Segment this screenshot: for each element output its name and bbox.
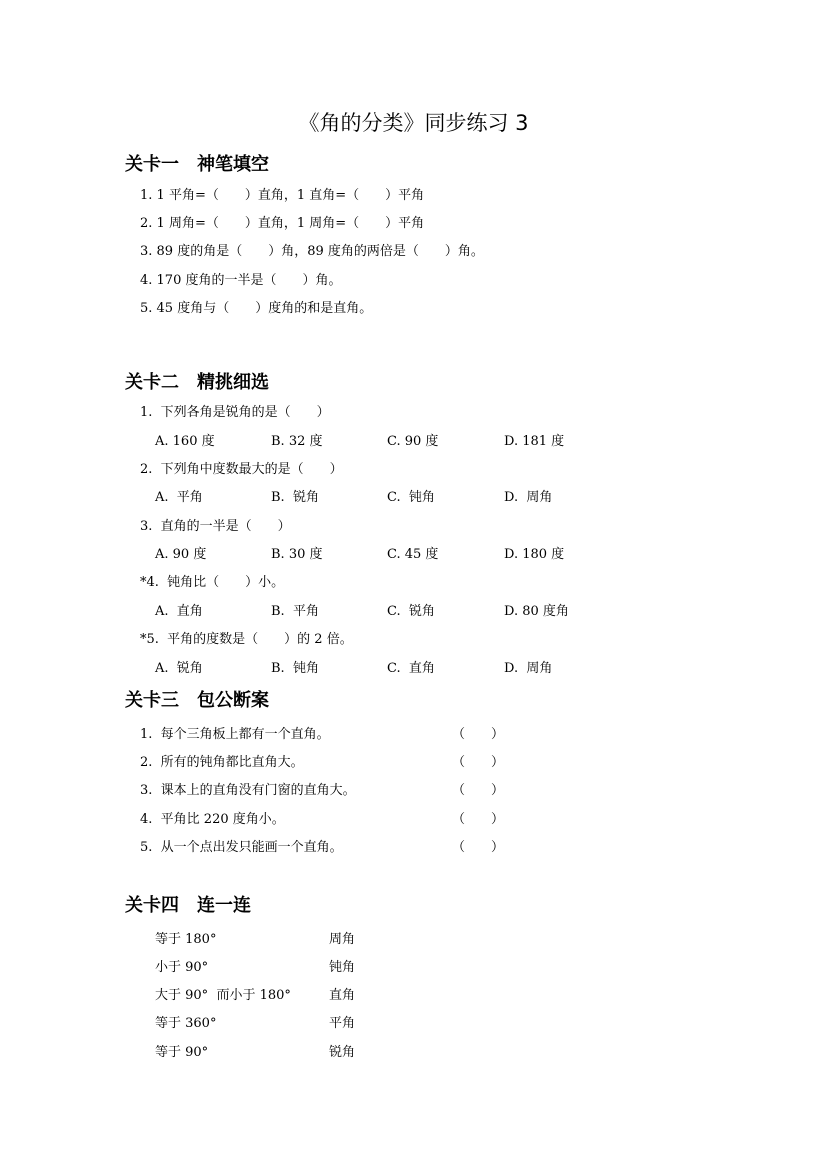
choice-option-d: D. 周角 — [504, 661, 553, 676]
choice-question: 2. 下列角中度数最大的是（ ） — [140, 462, 343, 477]
match-right-item: 钝角 — [329, 960, 356, 975]
choice-question: 3. 直角的一半是（ ） — [140, 519, 291, 534]
match-left-item: 小于 90° — [155, 960, 209, 975]
choice-option-c: C. 90 度 — [387, 434, 439, 449]
page-title: 《角的分类》同步练习 3 — [298, 111, 529, 135]
choice-option-d: D. 181 度 — [504, 434, 565, 449]
match-left-item: 大于 90° 而小于 180° — [155, 988, 291, 1003]
judge-answer-blank: （ ） — [452, 783, 505, 798]
choice-option-b: B. 30 度 — [271, 547, 323, 562]
choice-option-a: A. 90 度 — [155, 547, 207, 562]
judge-answer-blank: （ ） — [452, 840, 505, 855]
match-right-item: 平角 — [329, 1016, 356, 1031]
choice-option-a: A. 直角 — [155, 604, 203, 619]
choice-option-c: C. 钝角 — [387, 490, 435, 505]
match-left-item: 等于 180° — [155, 932, 217, 947]
judge-item: 1. 每个三角板上都有一个直角。 — [140, 727, 330, 742]
choice-question: *5. 平角的度数是（ ）的 2 倍。 — [140, 632, 353, 647]
choice-option-a: A. 平角 — [155, 490, 203, 505]
section2-heading: 关卡二 精挑细选 — [125, 372, 269, 393]
choice-option-b: B. 32 度 — [271, 434, 323, 449]
match-right-item: 周角 — [329, 932, 356, 947]
fill-blank-item: 3. 89 度的角是（ ）角，89 度角的两倍是（ ）角。 — [140, 244, 484, 259]
match-right-item: 锐角 — [329, 1045, 356, 1060]
fill-blank-item: 1. 1 平角=（ ）直角，1 直角=（ ）平角 — [140, 188, 425, 203]
choice-option-d: D. 80 度角 — [504, 604, 569, 619]
choice-option-b: B. 锐角 — [271, 490, 319, 505]
choice-option-d: D. 180 度 — [504, 547, 565, 562]
section4-heading: 关卡四 连一连 — [125, 895, 251, 916]
judge-answer-blank: （ ） — [452, 812, 505, 827]
section1-heading: 关卡一 神笔填空 — [125, 154, 269, 175]
fill-blank-item: 4. 170 度角的一半是（ ）角。 — [140, 273, 342, 288]
choice-option-a: A. 锐角 — [155, 661, 203, 676]
choice-option-b: B. 钝角 — [271, 661, 319, 676]
choice-question: 1. 下列各角是锐角的是（ ） — [140, 405, 330, 420]
judge-item: 4. 平角比 220 度角小。 — [140, 812, 285, 827]
choice-option-d: D. 周角 — [504, 490, 553, 505]
section3-heading: 关卡三 包公断案 — [125, 690, 269, 711]
judge-item: 3. 课本上的直角没有门窗的直角大。 — [140, 783, 356, 798]
choice-option-c: C. 45 度 — [387, 547, 439, 562]
choice-question: *4. 钝角比（ ）小。 — [140, 575, 285, 590]
judge-answer-blank: （ ） — [452, 727, 505, 742]
judge-item: 5. 从一个点出发只能画一个直角。 — [140, 840, 343, 855]
choice-option-b: B. 平角 — [271, 604, 319, 619]
choice-option-c: C. 直角 — [387, 661, 435, 676]
judge-answer-blank: （ ） — [452, 755, 505, 770]
judge-item: 2. 所有的钝角都比直角大。 — [140, 755, 304, 770]
choice-option-c: C. 锐角 — [387, 604, 435, 619]
match-left-item: 等于 90° — [155, 1045, 209, 1060]
choice-option-a: A. 160 度 — [155, 434, 215, 449]
match-left-item: 等于 360° — [155, 1016, 217, 1031]
fill-blank-item: 2. 1 周角=（ ）直角，1 周角=（ ）平角 — [140, 216, 425, 231]
match-right-item: 直角 — [329, 988, 356, 1003]
fill-blank-item: 5. 45 度角与（ ）度角的和是直角。 — [140, 301, 373, 316]
